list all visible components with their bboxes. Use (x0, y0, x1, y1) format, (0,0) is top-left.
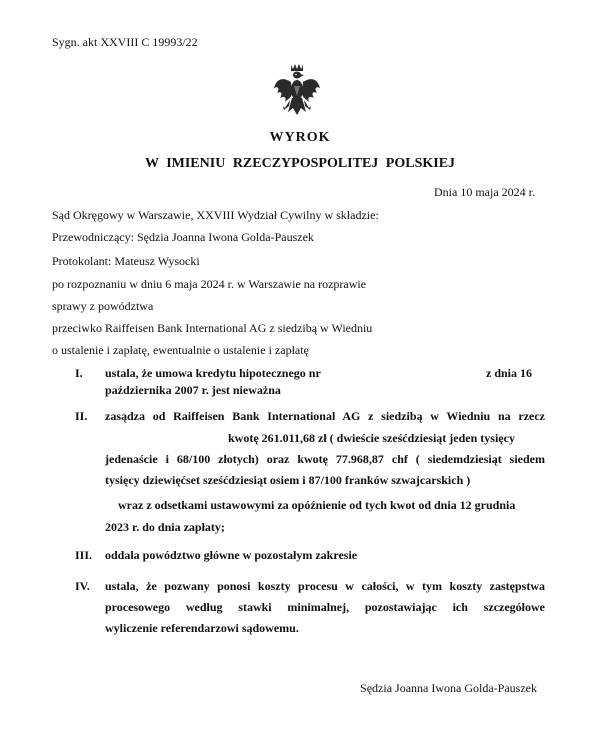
hearing-info: po rozpoznaniu w dniu 6 maja 2024 r. w Warszawie na rozprawie (52, 277, 367, 291)
ruling-item-1 (0, 366, 600, 406)
case-against: przeciwko Raiffeisen Bank International AG z siedzibą w Wiedniu (52, 321, 373, 335)
item-text: procesowego według stawki minimalnej, pozostawiając ich szczegółowe (105, 600, 545, 614)
item-text: ustala, że pozwany ponosi koszty procesu w całości, w tym koszty zastępstwa (105, 579, 545, 593)
item-text: wraz z odsetkami ustawowymi za opóźnienie od tych kwot od dnia 12 grudnia (118, 498, 516, 512)
item-text: ustala, że umowa kredytu hipotecznego nr (105, 366, 321, 380)
item-number: IV. (75, 579, 90, 593)
item-text: oddala powództwo główne w pozostałym zakresie (105, 548, 358, 562)
item-text: tysięcy dziewięćset sześćdziesiąt osiem i 87/100 franków szwajcarskich ) (105, 473, 471, 487)
judgment-subtitle: W IMIENIU RZECZYPOSPOLITEJ POLSKIEJ (144, 156, 456, 171)
ruling-item-2 (0, 409, 600, 534)
court-composition: Sąd Okręgowy w Warszawie, XXVIII Wydział Cywilny w składzie: (52, 208, 379, 222)
case-subject: o ustalenie i zapłatę, ewentualnie o ustalenie i zapłatę (52, 343, 309, 357)
item-text: jedenaście i 68/100 złotych) oraz kwotę 77.968,87 chf ( siedemdziesiąt siedem (105, 452, 545, 466)
item-number: III. (75, 548, 93, 562)
item-text: zasądza od Raiffeisen Bank International AG z siedzibą w Wiedniu na rzecz (105, 409, 545, 423)
court-clerk: Protokolant: Mateusz Wysocki (52, 254, 200, 268)
item-text: wyliczenie referendarzowi sądowemu. (105, 621, 299, 635)
item-text: kwotę 261.011,68 zł ( dwieście sześćdziesiąt jeden tysięcy (228, 431, 515, 445)
item-text: października 2007 r. jest nieważna (105, 383, 281, 397)
polish-eagle-emblem (272, 62, 322, 122)
ruling-item-4 (0, 579, 600, 639)
item-number: I. (75, 366, 83, 380)
judge-signature: Sędzia Joanna Iwona Golda-Pauszek (360, 681, 537, 695)
judgment-date: Dnia 10 maja 2024 r. (434, 185, 535, 199)
item-text: 2023 r. do dnia zapłaty; (105, 520, 225, 534)
presiding-judge: Przewodniczący: Sędzia Joanna Iwona Golda-Pauszek (52, 230, 314, 244)
case-number: Sygn. akt XXVIII C 19993/22 (52, 35, 198, 49)
judgment-title: WYROK (269, 130, 331, 145)
ruling-item-3 (0, 548, 600, 568)
case-from: sprawy z powództwa (52, 299, 154, 313)
item-number: II. (75, 409, 88, 423)
item-text: z dnia 16 (486, 366, 533, 380)
